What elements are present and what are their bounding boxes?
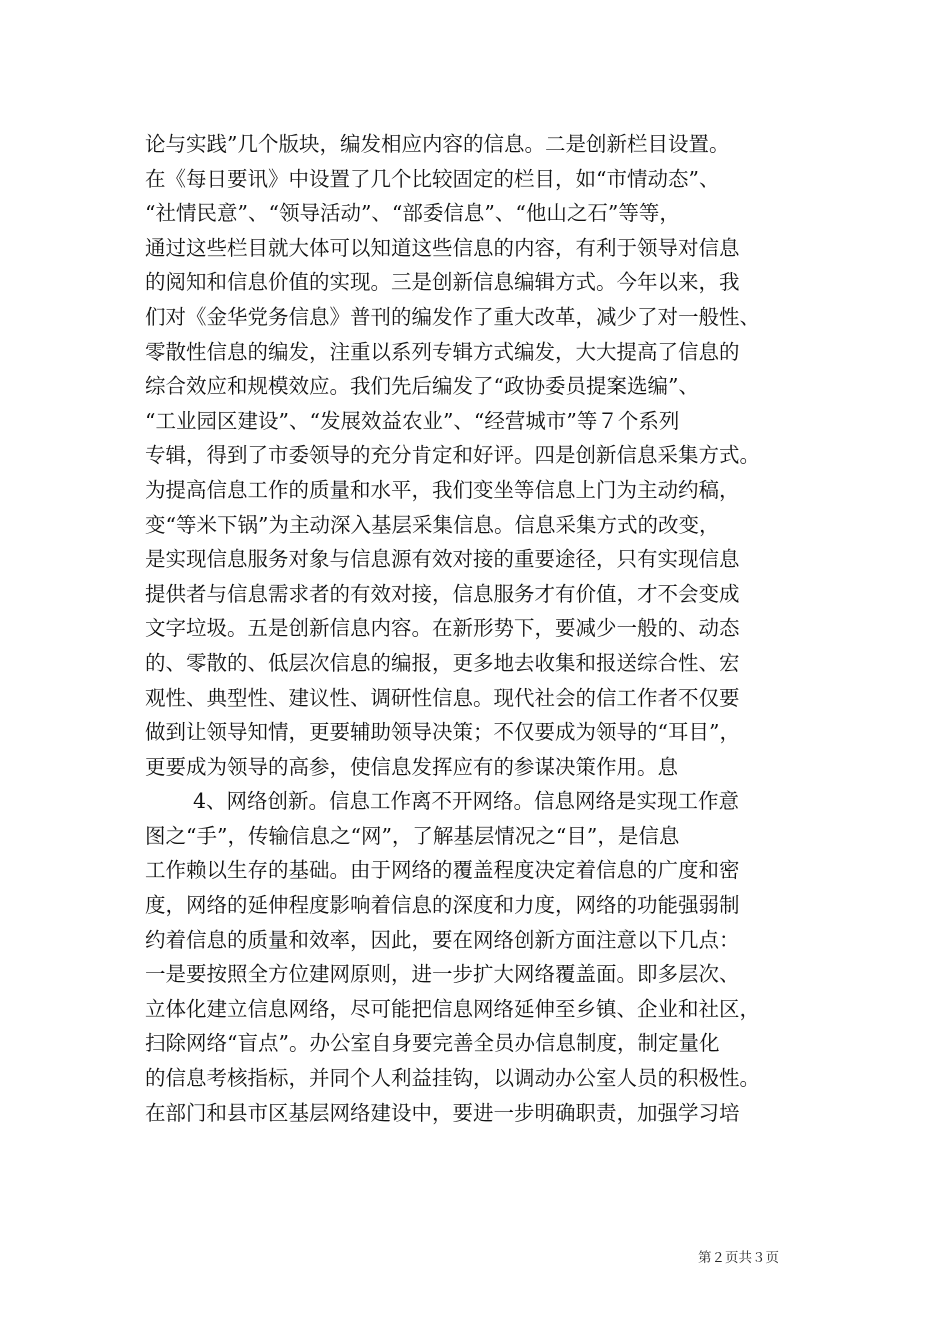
text-line: 立体化建立信息网络，尽可能把信息网络延伸至乡镇、企业和社区， [145,996,760,1021]
text-line: 在部门和县市区基层网络建设中，要进一步明确职责，加强学习培 [145,1100,740,1125]
text-line: 在《每日要讯》中设置了几个比较固定的栏目，如“市情动态”、 [145,166,720,191]
text-line: 扫除网络“盲点”。办公室自身要完善全员办信息制度，制定量化 [145,1031,720,1056]
paragraph-start-line: 4、网络创新。信息工作离不开网络。信息网络是实现工作意 [193,789,740,814]
text-line: 的阅知和信息价值的实现。三是创新信息编辑方式。今年以来，我 [145,270,740,295]
text-line: 更要成为领导的高参，使信息发挥应有的参谋决策作用。息 [145,754,678,779]
text-line: 约着信息的质量和效率，因此，要在网络创新方面注意以下几点： [145,927,740,952]
text-line: 的信息考核指标，并同个人利益挂钩，以调动办公室人员的积极性。 [145,1066,760,1091]
text-line: 变“等米下锅”为主动深入基层采集信息。信息采集方式的改变， [145,512,720,537]
text-line: 综合效应和规模效应。我们先后编发了“政协委员提案选编”、 [145,374,699,399]
text-line: 文字垃圾。五是创新信息内容。在新形势下，要减少一般的、动态 [145,616,740,641]
text-line: 图之“手”，传输信息之“网”，了解基层情况之“目”，是信息 [145,823,680,848]
text-line: 工作赖以生存的基础。由于网络的覆盖程度决定着信息的广度和密 [145,858,740,883]
text-line: 提供者与信息需求者的有效对接，信息服务才有价值，才不会变成 [145,581,740,606]
text-line: “社情民意”、“领导活动”、“部委信息”、“他山之石”等等， [145,201,680,226]
text-line: 零散性信息的编发，注重以系列专辑方式编发，大大提高了信息的 [145,339,740,364]
text-line: 们对《金华党务信息》普刊的编发作了重大改革，减少了对一般性、 [145,304,760,329]
text-line: 为提高信息工作的质量和水平，我们变坐等信息上门为主动约稿， [145,477,740,502]
page-number: 第２页共３页 [698,1250,779,1266]
text-line: 度，网络的延伸程度影响着信息的深度和力度，网络的功能强弱制 [145,893,740,918]
text-line: 观性、典型性、建议性、调研性信息。现代社会的信工作者不仅要 [145,685,740,710]
text-line: 的、零散的、低层次信息的编报，更多地去收集和报送综合性、宏 [145,650,740,675]
document-body [145,127,835,1130]
text-line: 一是要按照全方位建网原则，进一步扩大网络覆盖面。即多层次、 [145,962,740,987]
text-line: 是实现信息服务对象与信息源有效对接的重要途径，只有实现信息 [145,547,740,572]
text-line: 通过这些栏目就大体可以知道这些信息的内容，有利于领导对信息 [145,235,740,260]
text-line: 做到让领导知情，更要辅助领导决策；不仅要成为领导的“耳目”， [145,720,740,745]
text-line: “工业园区建设”、“发展效益农业”、“经营城市”等７个系列 [145,408,680,433]
text-line: 专辑，得到了市委领导的充分肯定和好评。四是创新信息采集方式。 [145,443,760,468]
text-line: 论与实践”几个版块，编发相应内容的信息。二是创新栏目设置。 [145,132,730,156]
